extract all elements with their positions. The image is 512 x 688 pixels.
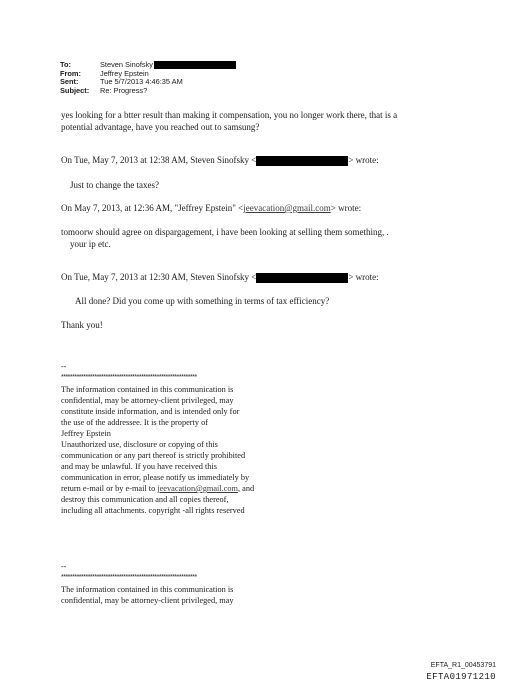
- sent-label: Sent:: [60, 77, 79, 87]
- disclaimer-line: the use of the addressee. It is the property of: [61, 418, 208, 427]
- from-value: Jeffrey Epstein: [100, 68, 149, 78]
- to-label: To:: [60, 60, 71, 69]
- disclaimer-line: communication or any part thereof is strictly prohibited: [61, 451, 246, 460]
- bates-number-secondary: EFTA01971210: [426, 672, 496, 682]
- disclaimer-line: including all attachments. copyright -all rights reserved: [61, 506, 245, 515]
- asterisk-divider: *************************************************************: [61, 574, 197, 581]
- email-link[interactable]: jeevacation@gmail.com: [243, 203, 331, 213]
- quote-3-text: All done? Did you come up with something in terms of tax efficiency?: [75, 296, 330, 306]
- disclaimer-line: constitute inside information, and is intended only for: [61, 407, 240, 416]
- sent-value: Tue 5/7/2013 4:46:35 AM: [100, 77, 183, 87]
- disclaimer-suffix: , and: [237, 484, 255, 493]
- quote-1-suffix: > wrote:: [348, 155, 379, 165]
- redaction-bar: [256, 156, 348, 166]
- bates-number-primary: EFTA_R1_00453791: [430, 662, 496, 669]
- subject-label: Subject:: [60, 85, 90, 95]
- body-line-2: potential advantage, have you reached out to samsung?: [61, 122, 260, 132]
- disclaimer-line: The information contained in this communication is: [61, 385, 234, 394]
- email-header: [60, 61, 236, 95]
- thanks-line: Thank you!: [61, 320, 103, 330]
- quote-2-header: [61, 203, 361, 214]
- disclaimer-line: and may be unlawful. If you have received this: [61, 462, 217, 471]
- quote-2-line-2: your ip etc.: [70, 239, 111, 249]
- quote-3-suffix: > wrote:: [348, 272, 379, 282]
- to-value: Steven Sinofsky: [100, 60, 153, 69]
- subject-value: Re: Progress?: [100, 85, 148, 95]
- signature-dash: --: [61, 562, 67, 571]
- disclaimer-line: [61, 484, 254, 495]
- email-link[interactable]: jeevacation@gmail.com: [157, 484, 238, 493]
- asterisk-divider: *************************************************************: [61, 374, 197, 381]
- disclaimer-line: Jeffrey Epstein: [61, 429, 111, 438]
- disclaimer-line: The information contained in this communication is: [61, 585, 234, 594]
- disclaimer-line: communication in error, please notify us immediately by: [61, 473, 250, 482]
- disclaimer-line: confidential, may be attorney-client privileged, may: [61, 396, 234, 405]
- quote-1-prefix: On Tue, May 7, 2013 at 12:38 AM, Steven Sinofsky <: [61, 155, 257, 165]
- quote-2-prefix: On May 7, 2013, at 12:36 AM, "Jeffrey Epstein" <: [61, 203, 244, 213]
- disclaimer-line: Unauthorized use, disclosure or copying of this: [61, 440, 218, 449]
- subject-row: [60, 87, 236, 96]
- redaction-bar: [256, 273, 348, 283]
- quote-2-suffix: > wrote:: [330, 203, 362, 213]
- disclaimer-prefix: return e-mail or by e-mail to: [61, 484, 158, 493]
- from-label: From:: [60, 68, 81, 78]
- quote-1-text: Just to change the taxes?: [70, 180, 159, 190]
- quote-3-header: [61, 272, 379, 283]
- quote-1-header: [61, 155, 379, 166]
- disclaimer-line: destroy this communication and all copies thereof,: [61, 495, 229, 504]
- redaction-bar: [154, 61, 236, 69]
- body-line-1: yes looking for a btter result than making it compensation, you no longer work there, that is a: [61, 110, 398, 120]
- disclaimer-line: confidential, may be attorney-client privileged, may: [61, 596, 234, 605]
- quote-2-line-1: tomoorw should agree on dispargagement, i have been looking at selling them something, .: [61, 227, 389, 237]
- quote-3-prefix: On Tue, May 7, 2013 at 12:30 AM, Steven Sinofsky <: [61, 272, 257, 282]
- signature-dash: --: [61, 362, 67, 371]
